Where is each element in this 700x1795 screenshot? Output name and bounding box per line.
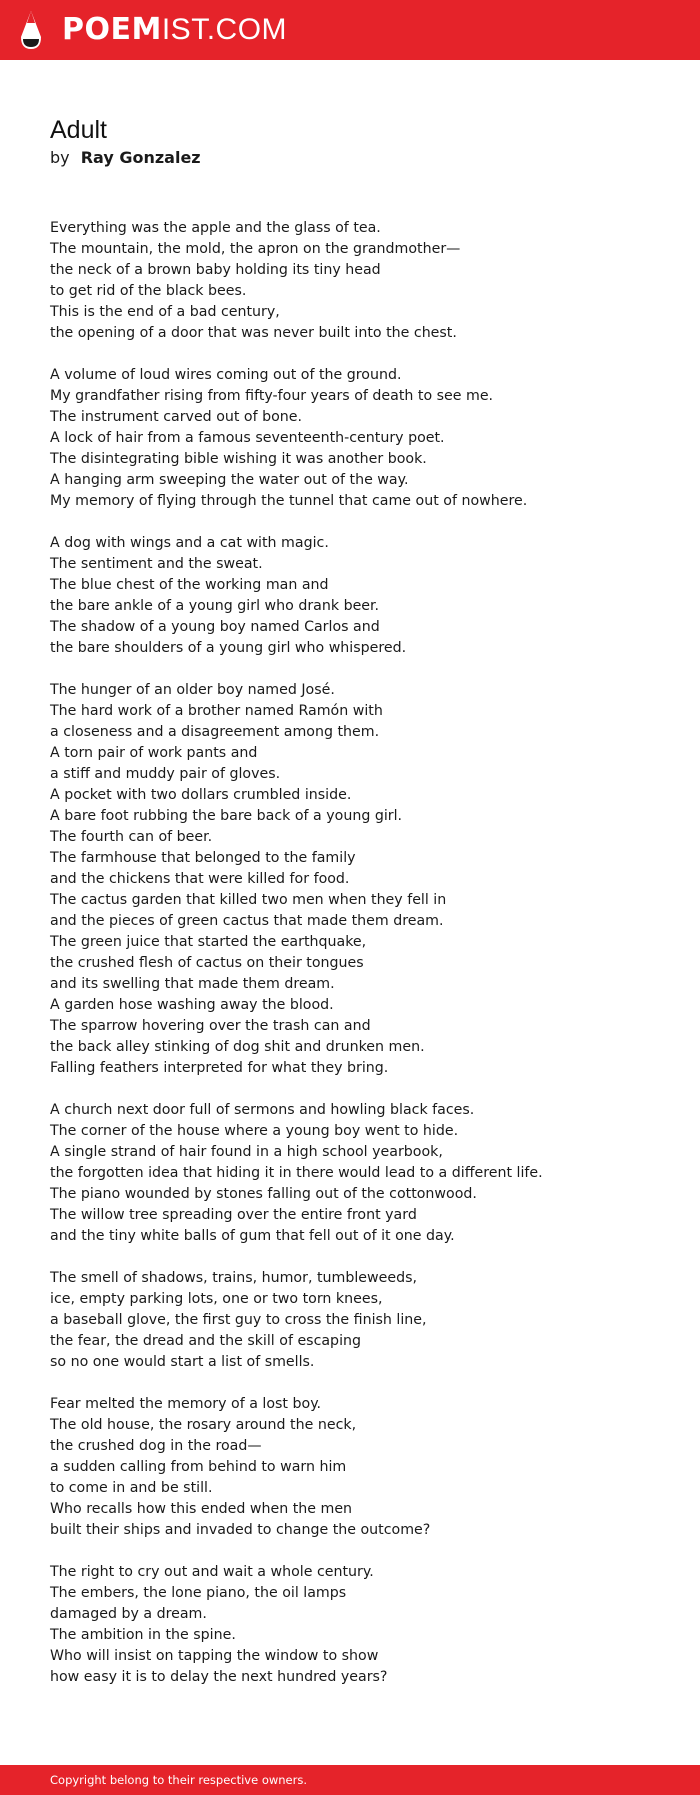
poem-line: ice, empty parking lots, one or two torn knees, (50, 1291, 383, 1307)
poem-stanza (50, 533, 670, 659)
poem-line: A lock of hair from a famous seventeenth-century poet. (50, 430, 445, 446)
poem-line: The willow tree spreading over the entire front yard (50, 1207, 417, 1223)
site-header (0, 0, 700, 60)
poem-line: the crushed flesh of cactus on their tongues (50, 955, 364, 971)
poem-line: A single strand of hair found in a high school yearbook, (50, 1144, 443, 1160)
poem-stanza (50, 1562, 670, 1688)
logo-text-light: IST.COM (161, 13, 288, 46)
poem-line: how easy it is to delay the next hundred years? (50, 1669, 388, 1685)
poem-line: the bare shoulders of a young girl who whispered. (50, 640, 407, 656)
poem-line: a stiff and muddy pair of gloves. (50, 766, 281, 782)
poem-line: A pocket with two dollars crumbled inside. (50, 787, 352, 803)
poem-line: a closeness and a disagreement among them. (50, 724, 380, 740)
poem-line: to get rid of the black bees. (50, 283, 247, 299)
poem-line: The green juice that started the earthquake, (50, 934, 367, 950)
poem-line: The blue chest of the working man and (50, 577, 329, 593)
by-label: by (50, 148, 70, 167)
poem-line: The sentiment and the sweat. (50, 556, 263, 572)
poem-byline (50, 150, 201, 166)
poem-line: This is the end of a bad century, (50, 304, 280, 320)
poem-line: and its swelling that made them dream. (50, 976, 335, 992)
poem-line: The old house, the rosary around the neck, (50, 1417, 357, 1433)
poem-stanza (50, 1100, 670, 1247)
poem-line: and the chickens that were killed for food. (50, 871, 350, 887)
poem-line: Fear melted the memory of a lost boy. (50, 1396, 322, 1412)
poem-line: A bare foot rubbing the bare back of a young girl. (50, 808, 403, 824)
poem-line: The right to cry out and wait a whole century. (50, 1564, 374, 1580)
poem-line: The instrument carved out of bone. (50, 409, 303, 425)
site-footer (0, 1765, 700, 1795)
poem-line: A torn pair of work pants and (50, 745, 258, 761)
poem-line: and the pieces of green cactus that made them dream. (50, 913, 444, 929)
poem-line: The cactus garden that killed two men when they fell in (50, 892, 447, 908)
poem-line: A church next door full of sermons and howling black faces. (50, 1102, 475, 1118)
poem-line: and the tiny white balls of gum that fell out of it one day. (50, 1228, 455, 1244)
poem-line: The shadow of a young boy named Carlos and (50, 619, 380, 635)
poem-line: Everything was the apple and the glass of tea. (50, 220, 381, 236)
poem-stanza (50, 1394, 670, 1541)
poem-line: The ambition in the spine. (50, 1627, 236, 1643)
poem-line: the forgotten idea that hiding it in there would lead to a different life. (50, 1165, 543, 1181)
pen-nib-icon[interactable] (18, 9, 44, 51)
poem-line: the opening of a door that was never built into the chest. (50, 325, 457, 341)
poem-line: a sudden calling from behind to warn him (50, 1459, 347, 1475)
poem-stanza (50, 218, 670, 344)
poem-stanza (50, 365, 670, 512)
poem-line: The embers, the lone piano, the oil lamps (50, 1585, 347, 1601)
poem-stanza (50, 680, 670, 1079)
poem-line: the back alley stinking of dog shit and drunken men. (50, 1039, 425, 1055)
poem-line: so no one would start a list of smells. (50, 1354, 315, 1370)
poem-body (50, 218, 670, 1709)
poem-stanza (50, 1268, 670, 1373)
poem-line: Falling feathers interpreted for what they bring. (50, 1060, 389, 1076)
poem-line: the neck of a brown baby holding its tiny head (50, 262, 381, 278)
poem-line: My grandfather rising from fifty-four years of death to see me. (50, 388, 494, 404)
poem-line: the fear, the dread and the skill of escaping (50, 1333, 362, 1349)
poem-line: The fourth can of beer. (50, 829, 213, 845)
poem-line: The hard work of a brother named Ramón with (50, 703, 383, 719)
poem-line: A dog with wings and a cat with magic. (50, 535, 329, 551)
poem-line: a baseball glove, the first guy to cross the finish line, (50, 1312, 427, 1328)
poem-author: Ray Gonzalez (80, 148, 201, 167)
poem-line: the crushed dog in the road— (50, 1438, 262, 1454)
poem-line: The mountain, the mold, the apron on the grandmother— (50, 241, 461, 257)
poem-line: The hunger of an older boy named José. (50, 682, 335, 698)
poem-line: A garden hose washing away the blood. (50, 997, 334, 1013)
poem-line: the bare ankle of a young girl who drank beer. (50, 598, 380, 614)
logo-text-bold: POEM (62, 12, 162, 47)
poem-title: Adult (50, 116, 107, 144)
poem-line: The disintegrating bible wishing it was another book. (50, 451, 427, 467)
poem-line: The piano wounded by stones falling out of the cottonwood. (50, 1186, 477, 1202)
poem-line: The farmhouse that belonged to the family (50, 850, 356, 866)
poem-line: The sparrow hovering over the trash can and (50, 1018, 371, 1034)
poem-line: damaged by a dream. (50, 1606, 207, 1622)
poem-line: Who recalls how this ended when the men (50, 1501, 353, 1517)
copyright-text: Copyright belong to their respective owners. (50, 1773, 308, 1787)
poem-line: A volume of loud wires coming out of the ground. (50, 367, 402, 383)
poem-line: The corner of the house where a young boy went to hide. (50, 1123, 459, 1139)
poem-line: My memory of flying through the tunnel that came out of nowhere. (50, 493, 528, 509)
poem-line: A hanging arm sweeping the water out of the way. (50, 472, 409, 488)
site-logo[interactable] (62, 12, 288, 47)
poem-line: to come in and be still. (50, 1480, 213, 1496)
poem-line: built their ships and invaded to change the outcome? (50, 1522, 431, 1538)
poem-line: The smell of shadows, trains, humor, tumbleweeds, (50, 1270, 417, 1286)
poem-line: Who will insist on tapping the window to show (50, 1648, 379, 1664)
